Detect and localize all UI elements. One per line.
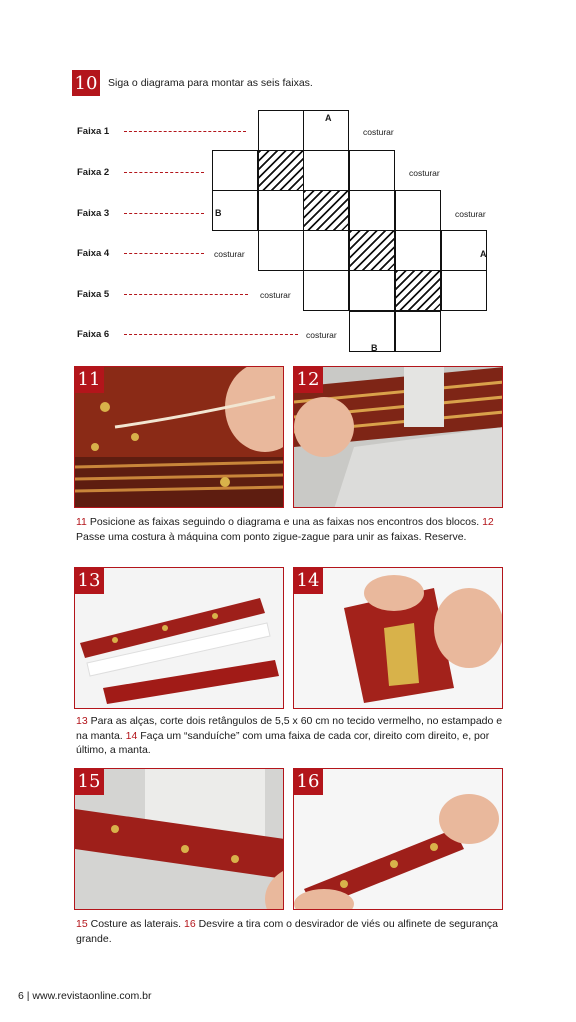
- page-number: 6: [18, 990, 24, 1002]
- sewing-sides-image: [75, 769, 284, 910]
- costurar-label: costurar: [455, 209, 486, 219]
- caption-text: Para as alças, corte dois retângulos de 5,5 x 60 cm no tecido vermelho, no estampado e na manta.: [76, 715, 503, 742]
- grid-cell: [395, 190, 441, 231]
- grid-cell: [395, 311, 441, 352]
- step-15-badge: 15: [74, 768, 104, 795]
- photo-step-16: [293, 768, 503, 910]
- faixa-label: Faixa 6: [77, 329, 110, 340]
- caption-step-num: 14: [125, 729, 138, 742]
- step-11-badge: 11: [74, 366, 104, 393]
- dashed-line: [124, 294, 248, 295]
- grid-cell-hatched: [303, 190, 349, 231]
- caption-steps-11-12: [76, 515, 506, 544]
- photo-step-15: [74, 768, 284, 910]
- photo-step-13: [74, 567, 284, 709]
- faixa-label: Faixa 1: [77, 126, 110, 137]
- caption-step-num: 12: [482, 516, 494, 528]
- grid-cell-hatched: [258, 150, 304, 191]
- faixa-label: Faixa 3: [77, 208, 110, 219]
- footer-separator: |: [26, 990, 30, 1002]
- caption-step-num: 15: [76, 918, 88, 930]
- page-footer: [18, 990, 151, 1002]
- grid-cell: [395, 230, 441, 271]
- grid-cell: [441, 270, 487, 311]
- grid-cell: [258, 230, 304, 271]
- step-12-badge: 12: [293, 366, 323, 393]
- grid-cell: [349, 150, 395, 191]
- dashed-line: [124, 253, 204, 254]
- caption-text: Posicione as faixas seguindo o diagrama e una as faixas nos encontros dos blocos.: [86, 516, 483, 528]
- faixa-label: Faixa 5: [77, 289, 110, 300]
- grid-cell-hatched: [349, 230, 395, 271]
- label-a-row4: A: [480, 249, 487, 259]
- step-10-instruction: Siga o diagrama para montar as seis faixas.: [108, 77, 313, 89]
- sewing-machine-image: [294, 367, 503, 508]
- step-10-badge: 10: [72, 70, 100, 96]
- caption-step-num: 16: [183, 918, 196, 930]
- grid-cell: [303, 230, 349, 271]
- step-14-badge: 14: [293, 567, 323, 594]
- grid-cell: [303, 150, 349, 191]
- grid-cell: [303, 270, 349, 311]
- caption-text: Passe uma costura à máquina com ponto zigue-zague para unir as faixas. Reserve.: [76, 530, 467, 543]
- caption-text: Costure as laterais.: [87, 918, 184, 930]
- dashed-line: [124, 172, 204, 173]
- grid-cell: [258, 190, 304, 231]
- step-13-badge: 13: [74, 567, 104, 594]
- caption-steps-13-14: [76, 714, 506, 758]
- faixa-label: Faixa 2: [77, 167, 110, 178]
- footer-website: www.revistaonline.com.br: [32, 990, 152, 1002]
- dashed-line: [124, 334, 298, 335]
- costurar-label: costurar: [409, 168, 440, 178]
- grid-cell-hatched: [395, 270, 441, 311]
- fabric-joining-image: [75, 367, 284, 508]
- grid-cell: [258, 110, 304, 151]
- fabric-sandwich-image: [294, 568, 503, 709]
- caption-step-num: 13: [76, 715, 88, 727]
- dashed-line: [124, 213, 204, 214]
- grid-cell: [349, 190, 395, 231]
- costurar-label: costurar: [306, 330, 337, 340]
- costurar-label: costurar: [260, 290, 291, 300]
- photo-step-14: [293, 567, 503, 709]
- faixa-label: Faixa 4: [77, 248, 110, 259]
- grid-cell: [349, 270, 395, 311]
- caption-text: Desvire a tira com o desvirador de viés ou alfinete de segurança grande.: [76, 918, 498, 945]
- photo-step-12: [293, 366, 503, 508]
- caption-step-num: 11: [76, 516, 87, 528]
- step-16-badge: 16: [293, 768, 323, 795]
- dashed-line: [124, 131, 246, 132]
- costurar-label: costurar: [214, 249, 245, 259]
- label-b-bottom: B: [371, 343, 378, 353]
- photo-step-11: [74, 366, 284, 508]
- label-b-row3: B: [215, 208, 222, 218]
- caption-text: Faça um “sanduíche” com uma faixa de cada cor, direito com direito, e, por último, a manta.: [76, 729, 490, 756]
- turning-strip-image: [294, 769, 503, 910]
- costurar-label: costurar: [363, 127, 394, 137]
- cut-strips-image: [75, 568, 284, 709]
- grid-cell: [212, 150, 258, 191]
- label-a-top: A: [325, 113, 332, 123]
- caption-steps-15-16: [76, 917, 506, 946]
